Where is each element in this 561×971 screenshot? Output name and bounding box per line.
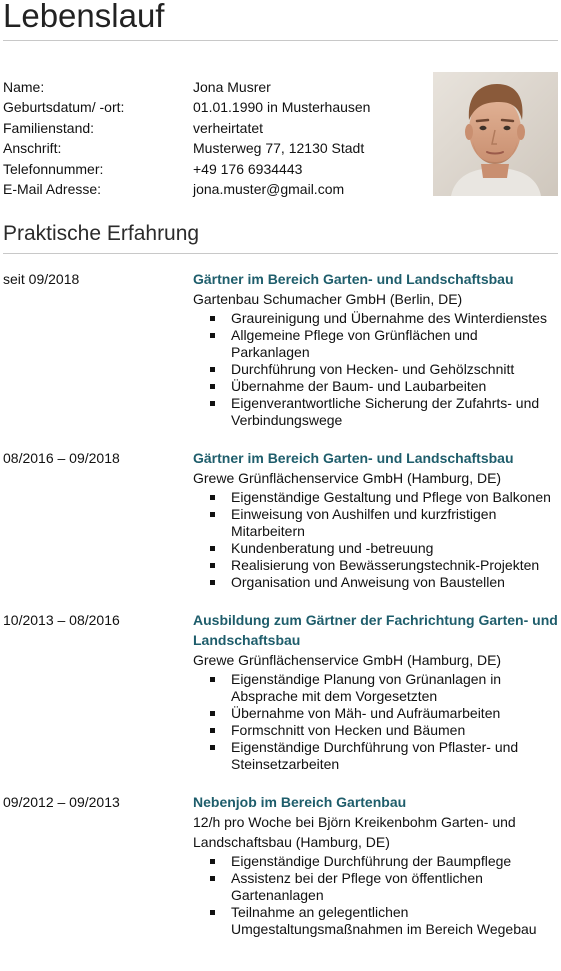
entry-company: Grewe Grünflächenservice GmbH (Hamburg, DE) bbox=[193, 470, 502, 486]
entry-bullet-list bbox=[193, 671, 559, 773]
list-item: Eigenständige Durchführung der Baumpflege bbox=[193, 853, 559, 870]
personal-value: 01.01.1990 in Musterhausen bbox=[193, 99, 371, 116]
portrait-illustration bbox=[433, 72, 558, 196]
list-item: Übernahme von Mäh- und Aufräumarbeiten bbox=[193, 705, 559, 722]
list-item: Teilnahme an gelegentlichen Umgestaltungsmaßnahmen im Bereich Wegebau bbox=[193, 904, 559, 938]
experience-entry bbox=[3, 791, 559, 938]
entry-company: 12/h pro Woche bei Björn Kreikenbohm Garten- und Landschaftsbau (Hamburg, DE) bbox=[193, 814, 516, 850]
list-item: Eigenständige Planung von Grünanlagen in Absprache mit dem Vorgesetzten bbox=[193, 671, 559, 705]
personal-label: E-Mail Adresse: bbox=[3, 180, 102, 197]
list-item: Kundenberatung und -betreuung bbox=[193, 540, 559, 557]
personal-row-address bbox=[3, 138, 370, 158]
experience-entry bbox=[3, 609, 559, 773]
personal-row-marital bbox=[3, 118, 370, 138]
entry-job-title: Nebenjob im Bereich Gartenbau bbox=[193, 794, 407, 810]
list-item: Einweisung von Aushilfen und kurzfristigen Mitarbeitern bbox=[193, 506, 559, 540]
entry-job-title: Gärtner im Bereich Garten- und Landschaftsbau bbox=[193, 450, 514, 466]
personal-row-name bbox=[3, 77, 370, 97]
entry-company: Gartenbau Schumacher GmbH (Berlin, DE) bbox=[193, 291, 463, 307]
personal-value: Musterweg 77, 12130 Stadt bbox=[193, 140, 365, 157]
personal-label: Familienstand: bbox=[3, 119, 95, 136]
personal-value: +49 176 6934443 bbox=[193, 160, 303, 177]
personal-row-phone bbox=[3, 159, 370, 179]
list-item: Übernahme der Baum- und Laubarbeiten bbox=[193, 378, 559, 395]
entry-date: 10/2013 – 08/2016 bbox=[3, 612, 120, 628]
personal-row-birth bbox=[3, 97, 370, 117]
entry-bullet-list bbox=[193, 489, 559, 591]
entry-company: Grewe Grünflächenservice GmbH (Hamburg, DE) bbox=[193, 652, 502, 668]
experience-list bbox=[3, 268, 559, 956]
profile-photo bbox=[433, 72, 558, 196]
list-item: Assistenz bei der Pflege von öffentlichen Gartenanlagen bbox=[193, 870, 559, 904]
personal-label: Anschrift: bbox=[3, 140, 62, 157]
personal-value: jona.muster@gmail.com bbox=[193, 180, 345, 197]
title-divider bbox=[3, 40, 558, 41]
personal-value: verheirtatet bbox=[193, 119, 264, 136]
entry-date: 09/2012 – 09/2013 bbox=[3, 794, 120, 810]
personal-label: Geburtsdatum/ -ort: bbox=[3, 99, 125, 116]
personal-label: Name: bbox=[3, 79, 45, 95]
personal-row-email bbox=[3, 179, 370, 199]
entry-body bbox=[193, 609, 559, 773]
entry-body bbox=[193, 791, 559, 938]
entry-job-title: Gärtner im Bereich Garten- und Landschaftsbau bbox=[193, 271, 514, 287]
section-title-experience: Praktische Erfahrung bbox=[3, 222, 200, 245]
section-divider bbox=[3, 253, 558, 254]
entry-date: seit 09/2018 bbox=[3, 271, 80, 287]
experience-entry bbox=[3, 447, 559, 591]
personal-info bbox=[3, 77, 370, 199]
list-item: Formschnitt von Hecken und Bäumen bbox=[193, 722, 559, 739]
list-item: Graureinigung und Übernahme des Winterdienstes bbox=[193, 310, 559, 327]
entry-bullet-list bbox=[193, 310, 559, 429]
list-item: Durchführung von Hecken- und Gehölzschnitt bbox=[193, 361, 559, 378]
list-item: Organisation und Anweisung von Baustellen bbox=[193, 574, 559, 591]
page-title: Lebenslauf bbox=[3, 0, 165, 34]
experience-entry bbox=[3, 268, 559, 429]
list-item: Eigenständige Durchführung von Pflaster- und Steinsetzarbeiten bbox=[193, 739, 559, 773]
list-item: Realisierung von Bewässerungstechnik-Projekten bbox=[193, 557, 559, 574]
entry-job-title: Ausbildung zum Gärtner der Fachrichtung Garten- und Landschaftsbau bbox=[193, 612, 558, 648]
personal-value: Jona Musrer bbox=[193, 79, 271, 95]
entry-body bbox=[193, 268, 559, 429]
entry-body bbox=[193, 447, 559, 591]
personal-label: Telefonnummer: bbox=[3, 160, 104, 177]
entry-bullet-list bbox=[193, 853, 559, 938]
entry-date: 08/2016 – 09/2018 bbox=[3, 450, 120, 466]
list-item: Eigenständige Gestaltung und Pflege von Balkonen bbox=[193, 489, 559, 506]
list-item: Allgemeine Pflege von Grünflächen und Parkanlagen bbox=[193, 327, 559, 361]
list-item: Eigenverantwortliche Sicherung der Zufahrts- und Verbindungswege bbox=[193, 395, 559, 429]
